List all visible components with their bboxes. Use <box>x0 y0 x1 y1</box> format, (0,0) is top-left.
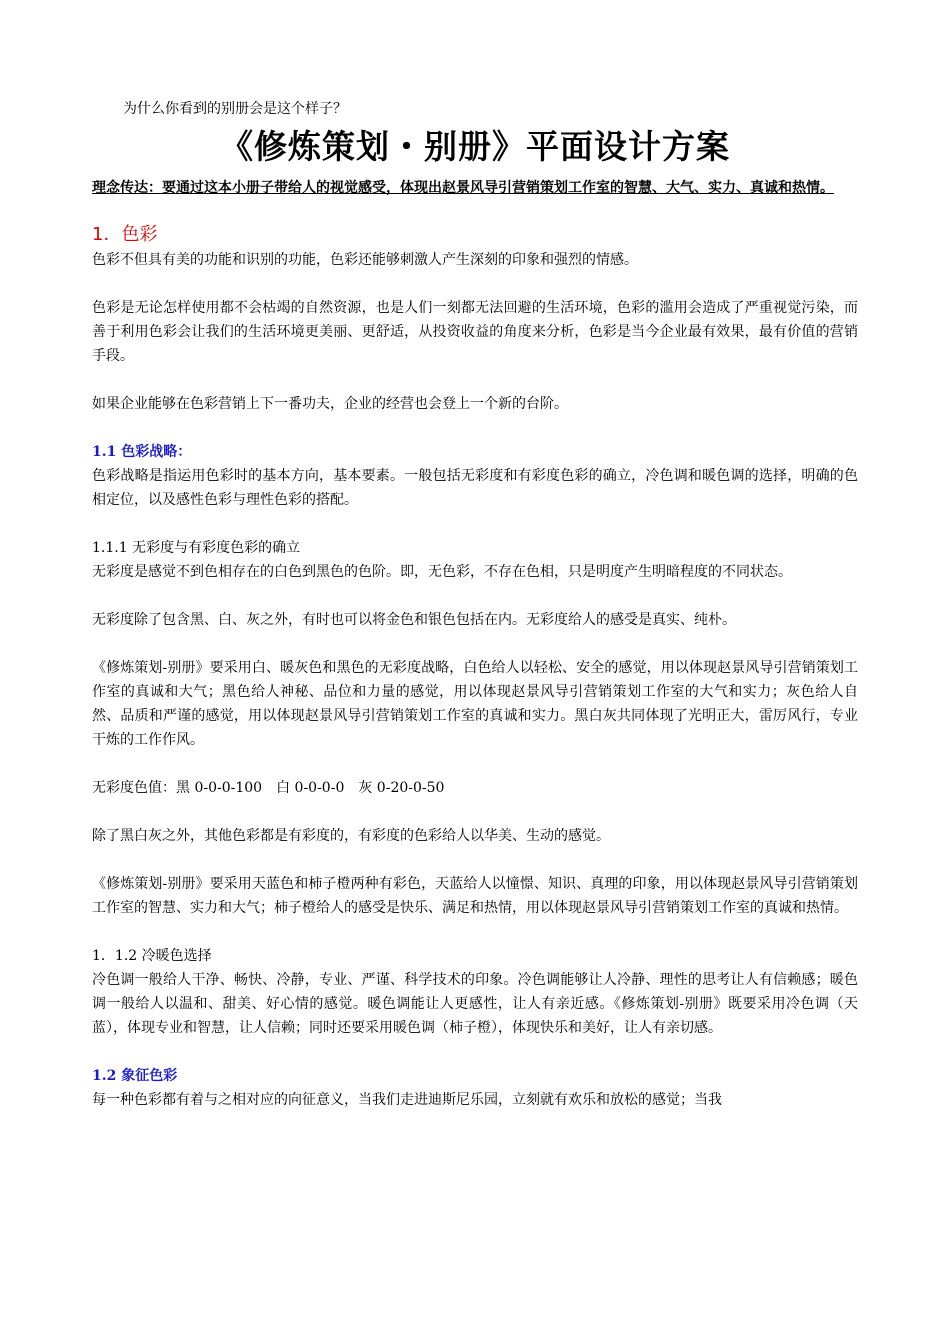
paragraph: 无彩度除了包含黑、白、灰之外，有时也可以将金色和银色包括在内。无彩度给人的感受是真实、纯朴。 <box>92 612 736 628</box>
paragraph: 无彩度是感觉不到色相存在的白色到黑色的色阶。即，无色彩，不存在色相，只是明度产生明暗程度的不同状态。 <box>92 564 792 580</box>
concept-statement: 理念传达：要通过这本小册子带给人的视觉感受，体现出赵景风导引营销策划工作室的智慧、大气、实力、真诚和热情。 <box>92 180 834 196</box>
subsubsection-heading-achromatic: 1.1.1 无彩度与有彩度色彩的确立 <box>92 540 301 556</box>
intro-question: 为什么你看到的别册会是这个样子？ <box>123 101 347 117</box>
paragraph-gap <box>92 368 858 392</box>
subsection-heading-symbolic-color: 1.2 象征色彩 <box>92 1068 178 1084</box>
paragraph: 色彩战略是指运用色彩时的基本方向，基本要素。一般包括无彩度和有彩度色彩的确立，冷色调和暖色调的选择，明确的色相定位，以及感性色彩与理性色彩的搭配。 <box>92 468 858 508</box>
paragraph-gap <box>92 584 858 608</box>
paragraph: 每一种色彩都有着与之相对应的向征意义，当我们走进迪斯尼乐园，立刻就有欢乐和放松的感觉；当我 <box>92 1092 722 1108</box>
paragraph: 如果企业能够在色彩营销上下一番功夫，企业的经营也会登上一个新的台阶。 <box>92 396 568 412</box>
paragraph-gap <box>92 920 858 944</box>
paragraph-gap <box>92 272 858 296</box>
paragraph-gap <box>92 1040 858 1064</box>
paragraph: 冷色调一般给人干净、畅快、冷静，专业、严谨、科学技术的印象。冷色调能够让人冷静、理性的思考让人有信赖感；暖色调一般给人以温和、甜美、好心情的感觉。暖色调能让人更感性，让人有亲近感。《修炼策划-别册》既要采用冷色调（天蓝），体现专业和智慧，让人信赖；同时还要采用暖色调（柿子橙），体现快乐和美好，让人有亲切感。 <box>92 972 858 1036</box>
paragraph-gap <box>92 632 858 656</box>
paragraph: 除了黑白灰之外，其他色彩都是有彩度的，有彩度的色彩给人以华美、生动的感觉。 <box>92 828 610 844</box>
paragraph-gap <box>92 848 858 872</box>
paragraph-gap <box>92 800 858 824</box>
section-heading-color: 1．色彩 <box>92 224 158 245</box>
paragraph: 色彩不但具有美的功能和识别的功能，色彩还能够刺激人产生深刻的印象和强烈的情感。 <box>92 252 638 268</box>
color-values: 无彩度色值：黑 0-0-0-100 白 0-0-0-0 灰 0-20-0-50 <box>92 780 445 796</box>
paragraph: 《修炼策划-别册》要采用白、暖灰色和黑色的无彩度战略，白色给人以轻松、安全的感觉，用以体现赵景风导引营销策划工作室的真诚和大气；黑色给人神秘、品位和力量的感觉，用以体现赵景风导引营销策划工作室的大气和实力；灰色给人自然、品质和严谨的感觉，用以体现赵景风导引营销策划工作室的真诚和实力。黑白灰共同体现了光明正大，雷厉风行，专业干炼的工作作风。 <box>92 660 858 748</box>
paragraph-gap <box>92 752 858 776</box>
document-page <box>92 98 858 1112</box>
paragraph: 《修炼策划-别册》要采用天蓝色和柿子橙两种有彩色，天蓝给人以憧憬、知识、真理的印象，用以体现赵景风导引营销策划工作室的智慧、实力和大气；柿子橙给人的感受是快乐、满足和热情，用以体现赵景风导引营销策划工作室的真诚和热情。 <box>92 876 858 916</box>
document-title: 《修炼策划・别册》平面设计方案 <box>220 127 730 166</box>
paragraph-gap <box>92 512 858 536</box>
subsection-heading-color-strategy: 1.1 色彩战略： <box>92 444 192 460</box>
paragraph-gap <box>92 416 858 440</box>
paragraph: 色彩是无论怎样使用都不会枯竭的自然资源，也是人们一刻都无法回避的生活环境，色彩的滥用会造成了严重视觉污染，而善于利用色彩会让我们的生活环境更美丽、更舒适，从投资收益的角度来分析，色彩是当今企业最有效果，最有价值的营销手段。 <box>92 300 858 364</box>
subsubsection-heading-warm-cool: 1．1.2 冷暖色选择 <box>92 948 212 964</box>
